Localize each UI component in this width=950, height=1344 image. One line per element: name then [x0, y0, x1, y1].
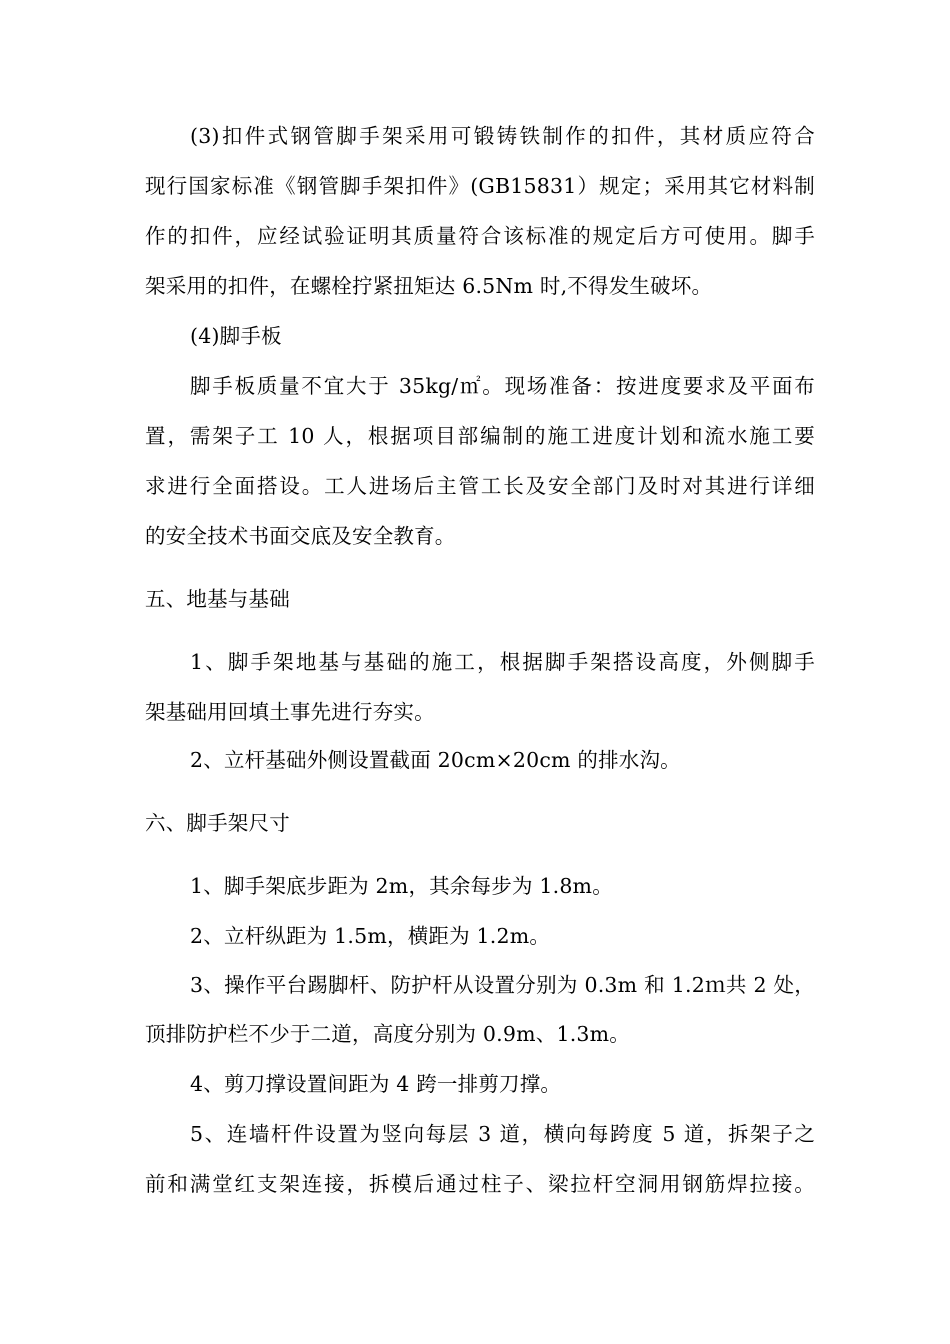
paragraph-line: 架基础用回填土事先进行夯实。 [145, 700, 435, 724]
list-item: 4、剪刀撑设置间距为 4 跨一排剪刀撑。 [190, 1072, 562, 1096]
paragraph-line: 作的扣件，应经试验证明其质量符合该标准的规定后方可使用。脚手 [145, 224, 815, 248]
list-item-continuation: 顶排防护栏不少于二道，高度分别为 0.9m、1.3m。 [145, 1022, 630, 1046]
paragraph-line: 置，需架子工 10 人，根据项目部编制的施工进度计划和流水施工要 [145, 424, 815, 448]
list-item: 5、连墙杆件设置为竖向每层 3 道，横向每跨度 5 道，拆架子之 [190, 1122, 815, 1146]
paragraph-line: 的安全技术书面交底及安全教育。 [145, 524, 456, 548]
paragraph-line: 现行国家标准《钢管脚手架扣件》(GB15831）规定；采用其它材料制 [145, 174, 815, 198]
subsection-title: (4)脚手板 [190, 324, 282, 348]
list-item-continuation: 前和满堂红支架连接，拆模后通过柱子、梁拉杆空洞用钢筋焊拉接。 [145, 1172, 815, 1196]
section-heading: 五、地基与基础 [145, 587, 290, 611]
section-heading: 六、脚手架尺寸 [145, 811, 290, 835]
paragraph-line: 求进行全面搭设。工人进场后主管工长及安全部门及时对其进行详细 [145, 474, 815, 498]
paragraph-line: 脚手板质量不宜大于 35kg/㎡。现场准备：按进度要求及平面布 [190, 374, 815, 398]
paragraph-line: 2、立杆基础外侧设置截面 20cm×20cm 的排水沟。 [190, 748, 681, 772]
list-item: 2、立杆纵距为 1.5m，横距为 1.2m。 [190, 924, 551, 948]
paragraph-line: (3)扣件式钢管脚手架采用可锻铸铁制作的扣件，其材质应符合 [190, 124, 815, 148]
list-item: 1、脚手架底步距为 2m，其余每步为 1.8m。 [190, 874, 613, 898]
paragraph-line: 架采用的扣件，在螺栓拧紧扭矩达 6.5Nm 时,不得发生破坏。 [145, 274, 713, 298]
paragraph-line: 1、脚手架地基与基础的施工，根据脚手架搭设高度，外侧脚手 [190, 650, 815, 674]
list-item: 3、操作平台踢脚杆、防护杆从设置分别为 0.3m 和 1.2ｍ共 2 处， [190, 973, 815, 997]
